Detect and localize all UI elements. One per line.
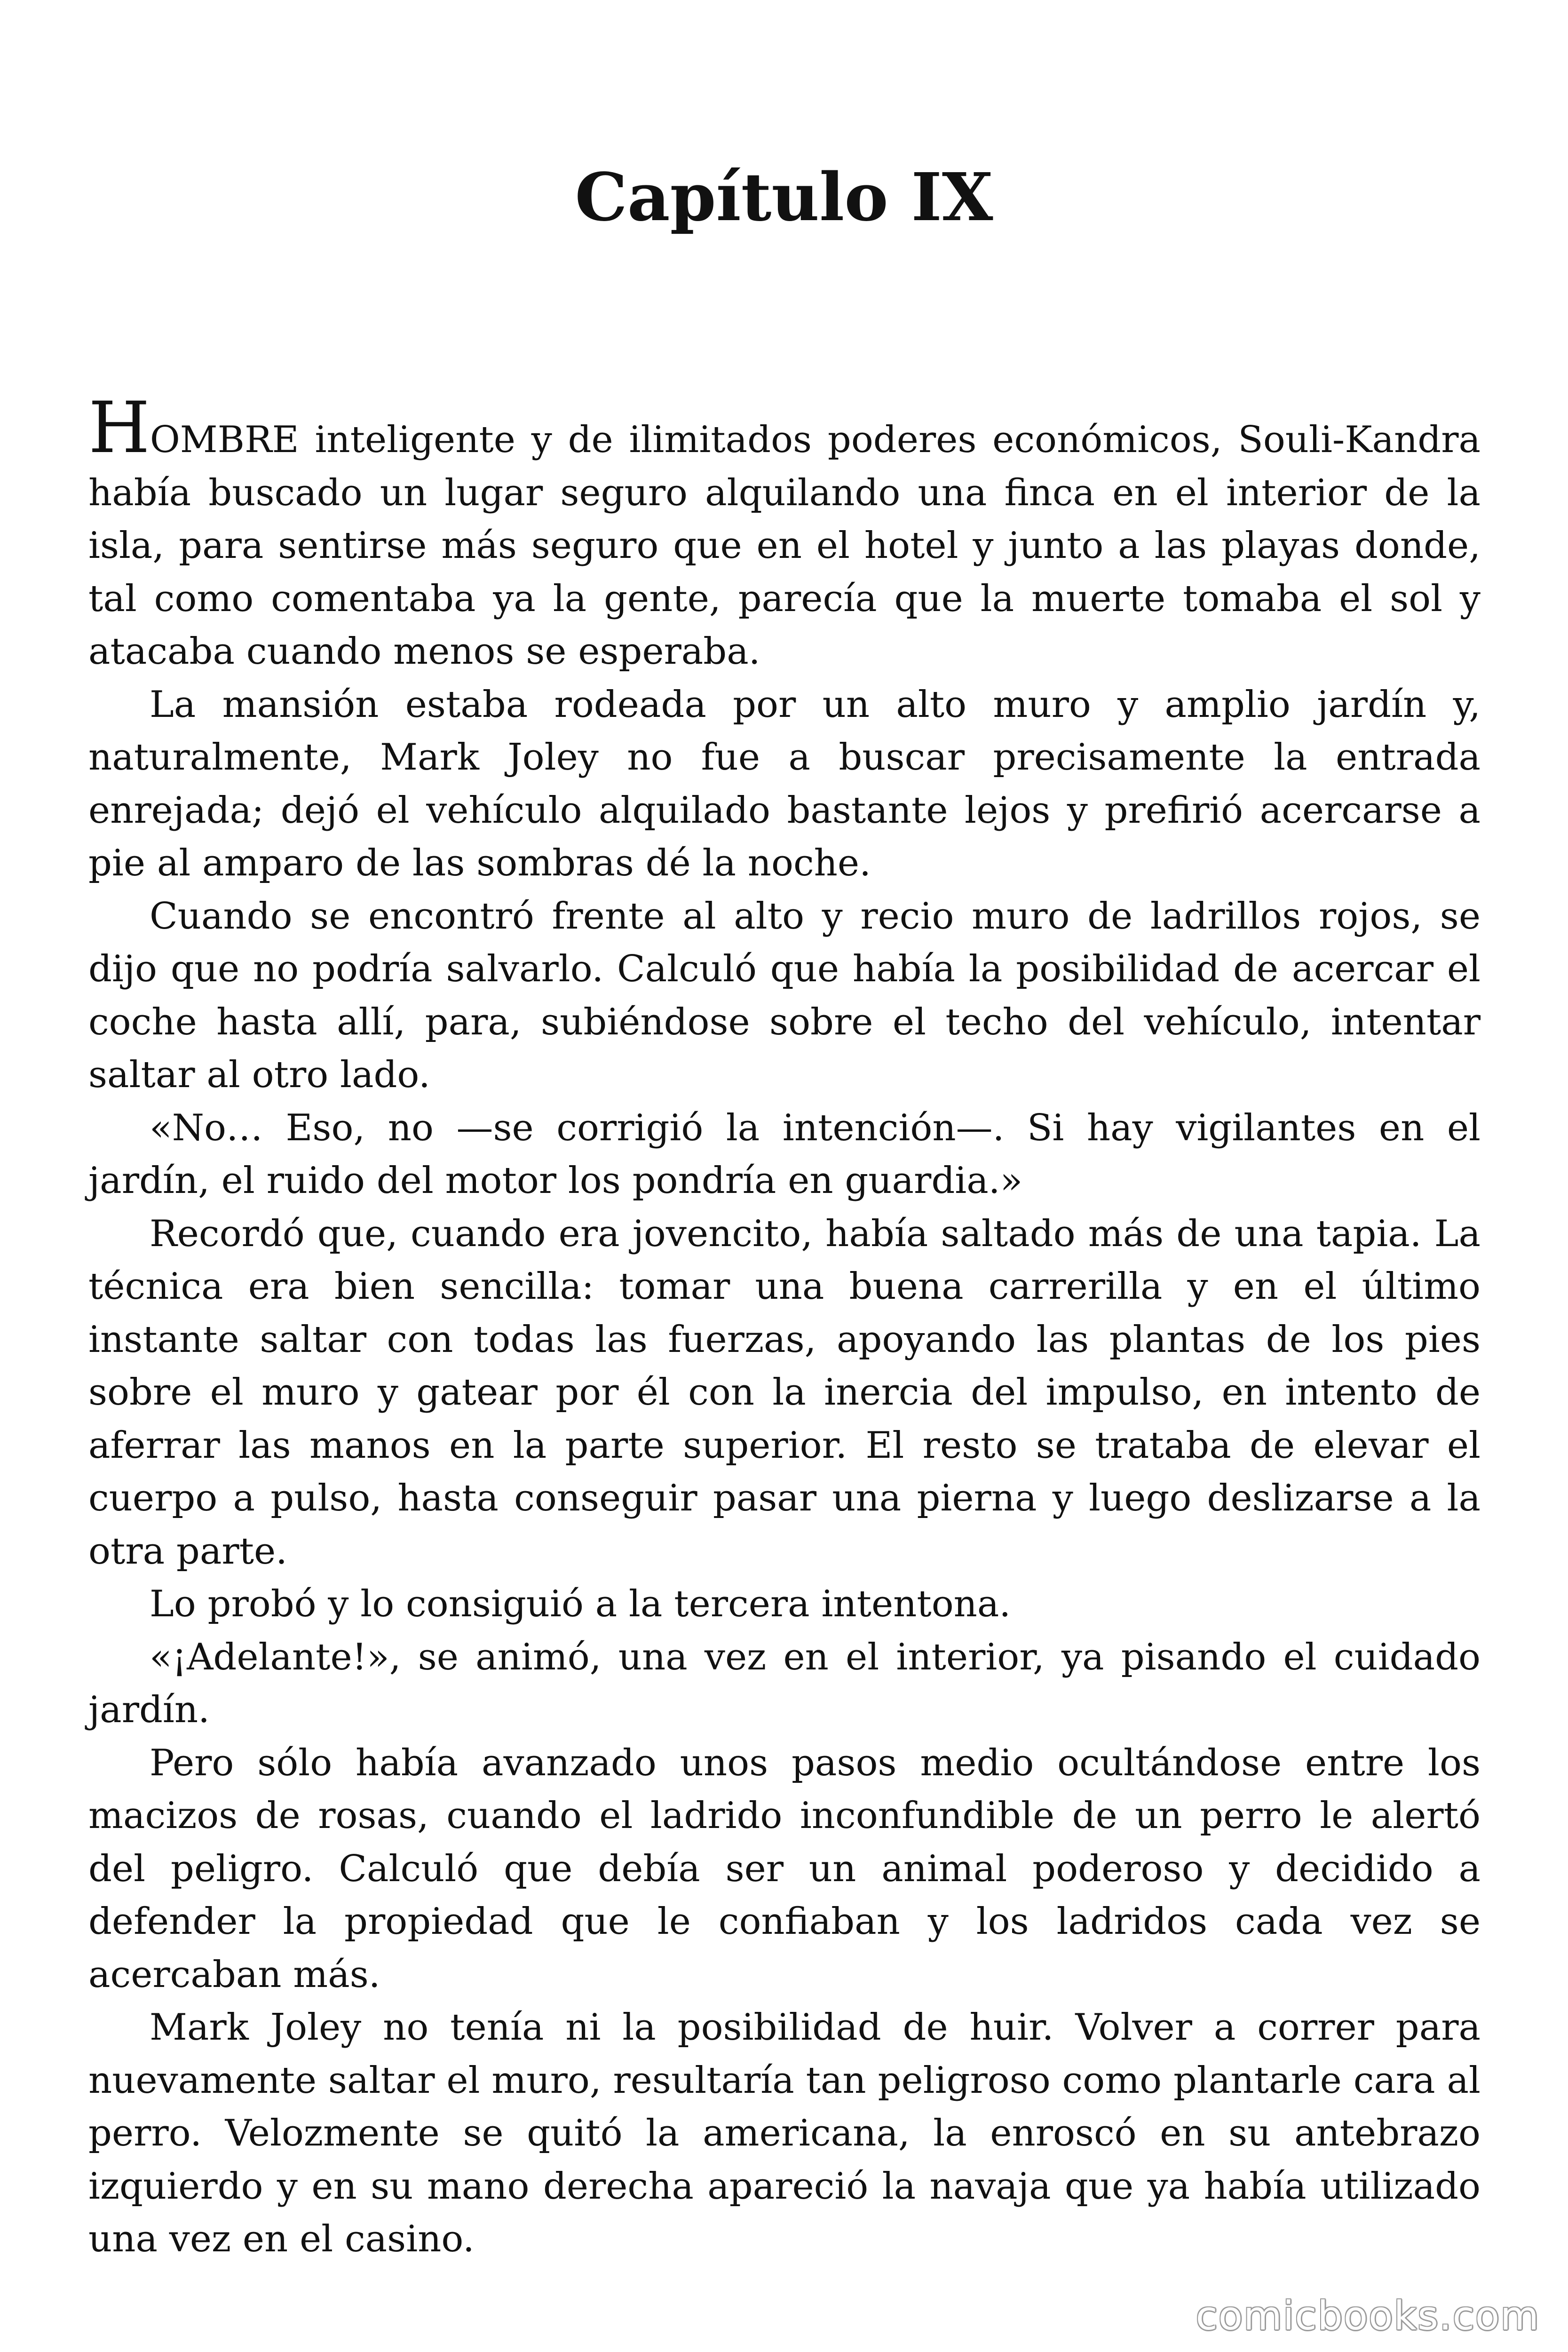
paragraph-4: «No… Eso, no —se corrigió la intención—. Si hay vigilantes en el jardín, el ruido del motor los pondría en guardia.» <box>88 1106 1481 1202</box>
paragraph-3: Cuando se encontró frente al alto y recio muro de ladrillos rojos, se dijo que no podría salvarlo. Calculó que había la posibilidad de acercar el coche hasta allí, para, subiéndose sobre el techo del vehículo, intentar saltar al otro lado. <box>88 895 1481 1096</box>
paragraph-6: Lo probó y lo consiguió a la tercera intentona. <box>150 1583 1011 1625</box>
paragraph-5: Recordó que, cuando era jovencito, había saltado más de una tapia. La técnica era bien sencilla: tomar una buena carrerilla y en el último instante saltar con todas las fuerzas, apoyando las plantas de los pies sobre el muro y gatear por él con la inercia del impulso, en intento de aferrar las manos en la parte superior. El resto se trataba de elevar el cuerpo a pulso, hasta conseguir pasar una pierna y luego deslizarse a la otra parte. <box>88 1212 1481 1573</box>
paragraph-8: Pero sólo había avanzado unos pasos medio ocultándose entre los macizos de rosas, cuando el ladrido inconfundible de un perro le alertó del peligro. Calculó que debía ser un animal poderoso y decidido a defender la propiedad que le confiaban y los ladridos cada vez se acercaban más. <box>88 1741 1481 1996</box>
drop-cap: H <box>88 387 150 469</box>
paragraph-1-text: inteligente y de ilimitados poderes económicos, Souli-Kandra había buscado un lugar seguro alquilando una finca en el interior de la isla, para sentirse más seguro que en el hotel y junto a las playas donde, tal como comentaba ya la gente, parecía que la muerte tomaba el sol y atacaba cuando menos se esperaba. <box>88 419 1481 673</box>
opening-small-caps: OMBRE <box>150 419 299 461</box>
chapter-title: Capítulo IX <box>575 159 993 236</box>
paragraph-1 <box>88 387 1481 678</box>
watermark: comicbooks.com <box>1196 2293 1540 2339</box>
paragraph-7: «¡Adelante!», se animó, una vez en el interior, ya pisando el cuidado jardín. <box>88 1636 1481 1731</box>
paragraph-9: Mark Joley no tenía ni la posibilidad de huir. Volver a correr para nuevamente saltar el muro, resultaría tan peligroso como plantarle cara al perro. Velozmente se quitó la americana, la enroscó en su antebrazo izquierdo y en su mano derecha apareció la navaja que ya había utilizado una vez en el casino. <box>88 2006 1481 2260</box>
chapter-body <box>88 387 1481 2266</box>
paragraph-2: La mansión estaba rodeada por un alto muro y amplio jardín y, naturalmente, Mark Joley no fue a buscar precisamente la entrada enrejada; dejó el vehículo alquilado bastante lejos y prefirió acercarse a pie al amparo de las sombras dé la noche. <box>88 683 1481 884</box>
